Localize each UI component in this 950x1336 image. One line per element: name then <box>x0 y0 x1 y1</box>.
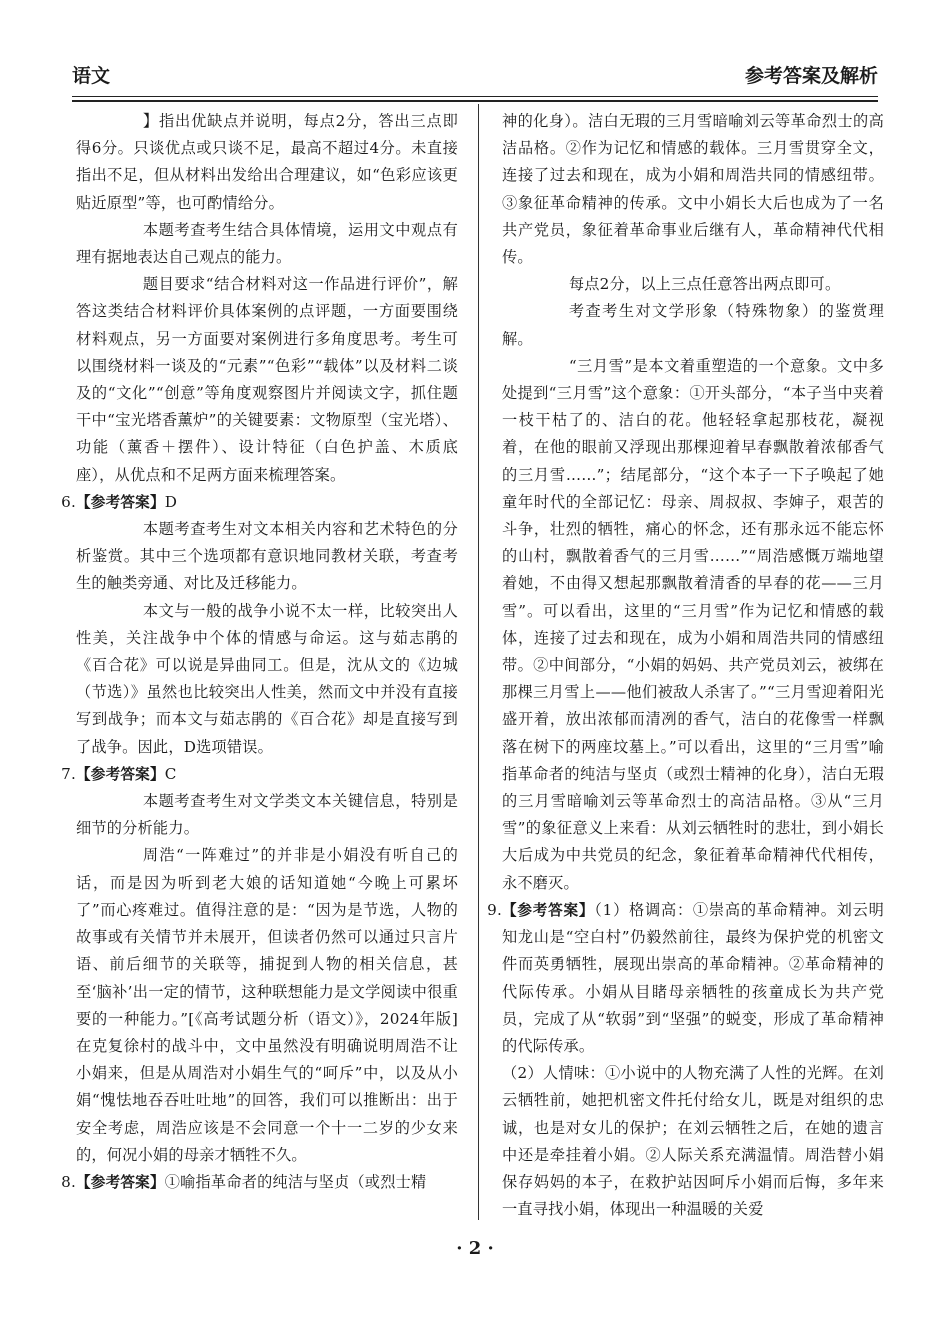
page-header <box>72 56 878 92</box>
answer-tag: 【参考答案】 <box>502 901 595 919</box>
left-column <box>61 108 458 1218</box>
paragraph: 周浩“一阵难过”的并非是小娟没有听自己的话，而是因为听到老大娘的话知道她“今晚上可累坏了”而心疼难过。值得注意的是：“因为是节选，人物的故事或有关情节并未展开，但读者仍然可以通过只言片语、前后细节的关联等，捕捉到人物的相关信息，甚至‘脑补’出一定的情节，这种联想能力是文学阅读中很重要的一种能力。”[《高考试题分析（语文）》，2024年版]在克复徐村的战斗中，文中虽然没有明确说明周浩不让小娟来，但是从周浩对小娟生气的“呵斥”中，以及从小娟“愧怯地吞吞吐吐地”的回答，我们可以推断出：出于安全考虑，周浩应该是不会同意一个十一二岁的少女来的，何况小娟的母亲才牺牲不久。 <box>76 846 458 1164</box>
paragraph: “三月雪”是本文着重塑造的一个意象。文中多处提到“三月雪”这个意象：①开头部分，“本子当中夹着一枝干枯了的、洁白的花。他轻轻拿起那枝花，凝视着，在他的眼前又浮现出那棵迎着早春飘散着浓郁香气的三月雪……”；结尾部分，“这个本子一下子唤起了她童年时代的全部记忆：母亲、周叔叔、李婶子，艰苦的斗争，壮烈的牺牲，痛心的怀念，还有那永远不能忘怀的山村，飘散着香气的三月雪……”“周浩感慨万端地望着她，不由得又想起那飘散着清香的早春的花——三月雪”。可以看出，这里的“三月雪”作为记忆和情感的载体，连接了过去和现在，成为小娟和周浩共同的情感纽带。②中间部分，“小娟的妈妈、共产党员刘云，被绑在那棵三月雪上——他们被敌人杀害了。”“三月雪迎着阳光盛开着，放出浓郁而清冽的香气，洁白的花像雪一样飘落在树下的两座坟墓上。”可以看出，这里的“三月雪”喻指革命者的纯洁与坚贞（或烈士精神的化身），洁白无瑕的三月雪暗喻刘云等革命烈士的高洁品格。③从“三月雪”的象征意义上来看：从刘云牺牲时的悲壮，到小娟长大后成为中共党员的纪念，象征着革命精神代代相传，永不磨灭。 <box>502 356 884 892</box>
paragraph: 考查考生对文学形象（特殊物象）的鉴赏理解。 <box>502 302 884 348</box>
paragraph: 】指出优缺点并说明，每点2分，答出三点即得6分。只谈优点或只谈不足，最高不超过4分。未直接指出不足，但从材料出发给出合理建议，如“色彩应该更贴近原型”等，也可酌情给分。 <box>76 112 458 212</box>
section-title: 参考答案及解析 <box>744 64 878 87</box>
paragraph: 神的化身）。洁白无瑕的三月雪暗喻刘云等革命烈士的高洁品格。②作为记忆和情感的载体。三月雪贯穿全文，连接了过去和现在，成为小娟和周浩共同的情感纽带。③象征革命精神的传承。文中小娟长大后也成为了一名共产党员，象征着革命事业后继有人，革命精神代代相传。 <box>502 112 884 267</box>
paragraph: 题目要求“结合材料对这一作品进行评价”，解答这类结合材料评价具体案例的点评题，一方面要围绕材料观点，另一方面要对案例进行多角度思考。考生可以围绕材料一谈及的“元素”“色彩”“载体”以及材料二谈及的“文化”“创意”等角度观察图片并阅读文字，抓住题干中“宝光塔香薰炉”的关键要素：文物原型（宝光塔）、功能（薰香＋摆件）、设计特征（白色护盖、木质底座），从优点和不足两方面来梳理答案。 <box>76 275 458 484</box>
question-9 <box>476 897 884 1060</box>
header-rule-thick <box>72 100 878 102</box>
page-number: · 2 · <box>456 1238 494 1259</box>
paragraph: 每点2分，以上三点任意答出两点即可。 <box>568 275 841 294</box>
paragraph: （2）人情味：①小说中的人物充满了人性的光辉。在刘云牺牲前，她把机密文件托付给女儿，既是对组织的忠诚，也是对女儿的保护；在刘云牺牲之后，在她的遗言中还是牵挂着小娟。②人际关系充满温情。周浩替小娟保存妈妈的本子，在救护站因呵斥小娟而后悔，多年来一直寻找小娟，体现出一种温暖的关爱 <box>502 1064 884 1219</box>
answer-value: （1）格调高：①崇高的革命精神。刘云明知龙山是“空白村”仍毅然前往，最终为保护党的机密文件而英勇牺牲，展现出崇高的革命精神。②革命精神的代际传承。小娟从目睹母亲牺牲的孩童成长为共产党员，完成了从“软弱”到“坚强”的蜕变，形成了革命精神的代际传承。 <box>502 900 884 1055</box>
answer-tag: 【参考答案】 <box>76 493 165 511</box>
paragraph: 本文与一般的战争小说不太一样，比较突出人性美，关注战争中个体的情感与命运。这与茹志鹃的《百合花》可以说是异曲同工。但是，沈从文的《边城（节选）》虽然也比较突出人性美，然而文中并没有直接写到战争；而本文与茹志鹃的《百合花》却是直接写到了战争。因此，D选项错误。 <box>76 601 458 756</box>
question-6 <box>50 489 458 516</box>
answer-tag: 【参考答案】 <box>76 765 165 783</box>
subject-label: 语文 <box>72 64 111 87</box>
header-rule-thin <box>72 96 878 97</box>
paragraph: 本题考查考生结合具体情境，运用文中观点有理有据地表达自己观点的能力。 <box>76 220 458 267</box>
answer-value: C <box>164 764 177 783</box>
question-8 <box>50 1169 458 1196</box>
right-column <box>487 108 884 1219</box>
question-number: 9. <box>487 900 502 919</box>
paragraph: 本题考查考生对文学类文本关键信息，特别是细节的分析能力。 <box>76 792 458 838</box>
question-number: 8. <box>61 1172 76 1191</box>
answer-value: ①喻指革命者的纯洁与坚贞（或烈士精 <box>164 1172 427 1191</box>
answer-tag: 【参考答案】 <box>76 1173 165 1191</box>
answer-value: D <box>164 492 178 511</box>
paragraph: 本题考查考生对文本相关内容和艺术特色的分析鉴赏。其中三个选项都有意识地同教材关联，考查考生的触类旁通、对比及迁移能力。 <box>76 520 458 593</box>
question-number: 6. <box>61 492 76 511</box>
question-number: 7. <box>61 764 76 783</box>
question-7 <box>50 761 458 788</box>
